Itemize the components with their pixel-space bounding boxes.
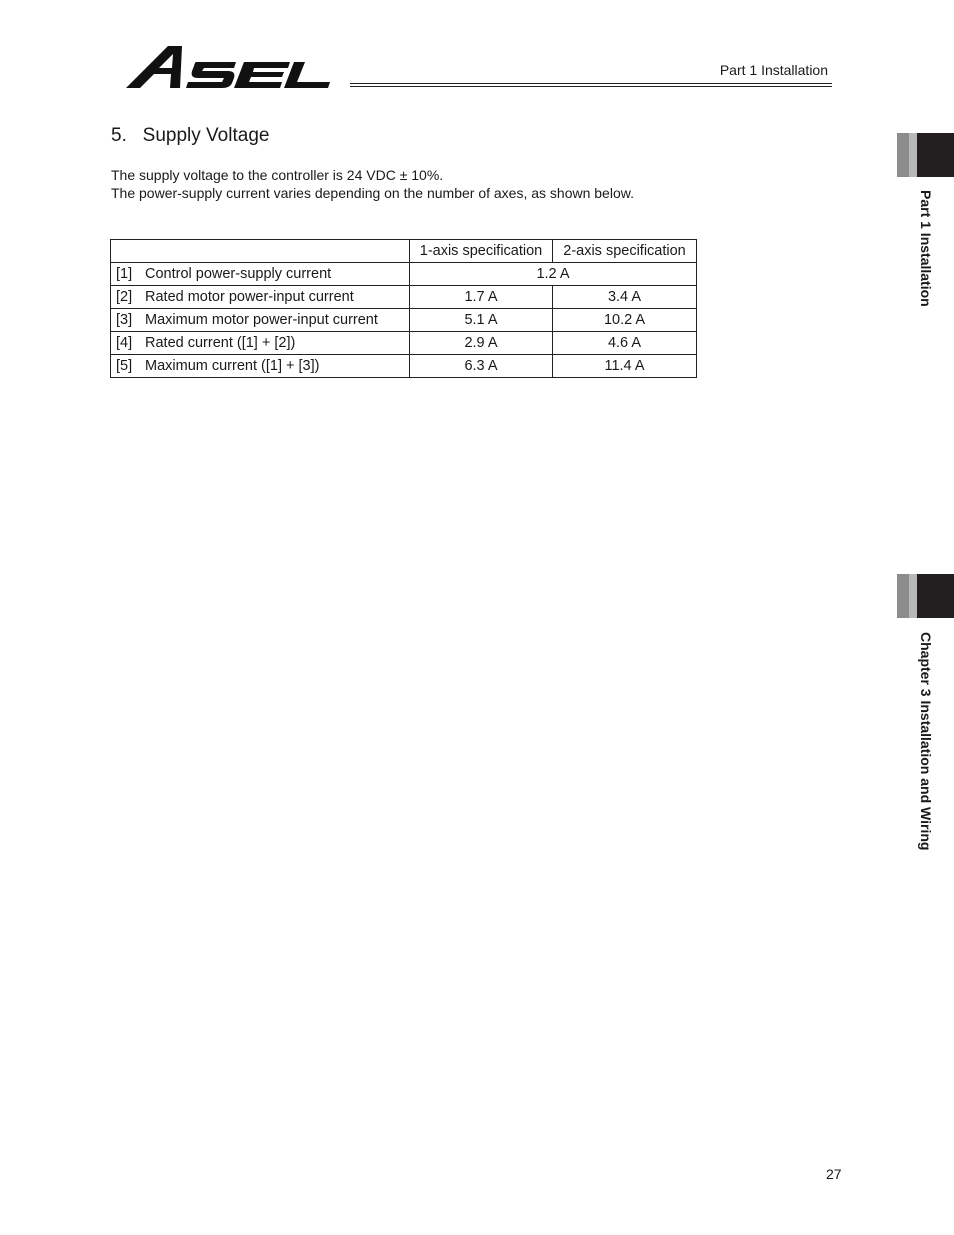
side-chapter-label: Chapter 3 Installation and Wiring [918, 632, 934, 851]
table-row [111, 355, 697, 378]
table-row [111, 332, 697, 355]
chapter-thumb-tab [897, 574, 954, 618]
row-value-1axis: 6.3 A [410, 355, 553, 378]
row-index: [4] [116, 335, 133, 351]
row-index: [2] [116, 289, 133, 305]
row-label: Rated current ([1] + [2]) [145, 335, 296, 351]
table-row [111, 263, 697, 286]
row-label: Maximum motor power-input current [145, 312, 378, 328]
header-part-label: Part 1 Installation [719, 62, 828, 78]
row-label: Rated motor power-input current [145, 289, 354, 305]
page-number: 27 [826, 1166, 842, 1182]
row-index: [5] [116, 358, 133, 374]
row-value-2axis: 10.2 A [553, 309, 697, 332]
supply-current-table [110, 239, 697, 378]
row-label-cell [111, 263, 410, 286]
row-label: Control power-supply current [145, 266, 332, 282]
row-value-2axis: 4.6 A [553, 332, 697, 355]
tab-stripe [917, 574, 954, 618]
row-value-1axis: 5.1 A [410, 309, 553, 332]
row-value-2axis: 11.4 A [553, 355, 697, 378]
table-row [111, 286, 697, 309]
row-label-cell [111, 286, 410, 309]
table-header-1axis: 1-axis specification [410, 240, 553, 263]
row-label-cell [111, 309, 410, 332]
tab-stripe [909, 574, 917, 618]
row-label: Maximum current ([1] + [3]) [145, 358, 320, 374]
tab-stripe [897, 133, 909, 177]
row-label-cell [111, 355, 410, 378]
table-header-row [111, 240, 697, 263]
table-header-empty [111, 240, 410, 263]
part-thumb-tab [897, 133, 954, 177]
header-rule-bottom [350, 86, 832, 87]
body-line-2: The power-supply current varies depending on the number of axes, as shown below. [111, 185, 634, 201]
tab-stripe [917, 133, 954, 177]
asel-logo [124, 42, 344, 92]
side-part-label: Part 1 Installation [918, 190, 934, 307]
row-value-merged: 1.2 A [410, 263, 697, 286]
tab-stripe [909, 133, 917, 177]
section-title: 5. Supply Voltage [111, 125, 270, 146]
header-rule-top [350, 83, 832, 84]
row-value-1axis: 1.7 A [410, 286, 553, 309]
body-line-1: The supply voltage to the controller is 24 VDC ± 10%. [111, 167, 444, 183]
row-index: [1] [116, 266, 133, 282]
table-row [111, 309, 697, 332]
tab-stripe [897, 574, 909, 618]
row-value-2axis: 3.4 A [553, 286, 697, 309]
row-label-cell [111, 332, 410, 355]
table-header-2axis: 2-axis specification [553, 240, 697, 263]
row-index: [3] [116, 312, 133, 328]
row-value-1axis: 2.9 A [410, 332, 553, 355]
